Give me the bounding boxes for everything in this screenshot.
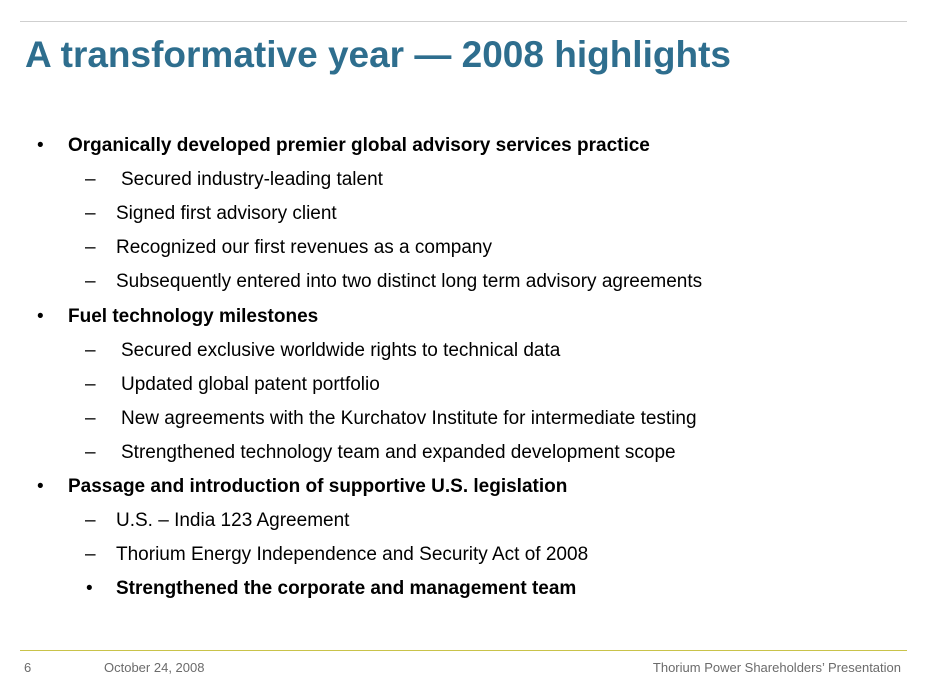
sub-bullet-item — [0, 334, 928, 368]
bullet-text: Subsequently entered into two distinct long term advisory agreements — [116, 271, 703, 293]
presentation-name: Thorium Power Shareholders’ Presentation — [652, 660, 901, 675]
bullet-dash: – — [85, 339, 96, 361]
bullet-text: Thorium Energy Independence and Security Act of 2008 — [116, 544, 589, 566]
slide-title: A transformative year — 2008 highlights — [25, 34, 731, 75]
bullet-text: Strengthened technology team and expanded development scope — [121, 441, 676, 463]
sub-bullet-item — [0, 538, 928, 572]
bullet-text: Secured industry-leading talent — [121, 169, 383, 191]
bullet-item — [0, 129, 928, 163]
bullet-dash: – — [85, 441, 96, 463]
bullet-dash: – — [85, 169, 96, 191]
bullet-text: Strengthened the corporate and management team — [116, 578, 577, 600]
bullet-text: Secured exclusive worldwide rights to technical data — [121, 339, 561, 361]
sub-bullet-item — [0, 368, 928, 402]
bullet-dash: – — [85, 544, 96, 566]
bullet-dot: • — [37, 305, 44, 327]
sub-bullet-item — [0, 265, 928, 299]
bullet-dot: • — [86, 578, 93, 600]
bullet-dash: – — [85, 407, 96, 429]
sub-bullet-item — [0, 163, 928, 197]
presentation-date: October 24, 2008 — [104, 660, 205, 675]
bullet-dash: – — [85, 237, 96, 259]
bullet-dot: • — [37, 135, 44, 156]
bullet-text: New agreements with the Kurchatov Institute for intermediate testing — [121, 407, 697, 429]
bullet-dash: – — [85, 271, 96, 293]
sub-bullet-item — [0, 402, 928, 436]
sub-bullet-item — [0, 504, 928, 538]
bullet-text: Passage and introduction of supportive U.S. legislation — [68, 476, 568, 497]
top-divider — [20, 21, 907, 22]
bullet-text: Recognized our first revenues as a company — [116, 237, 492, 259]
sub-bullet-item — [0, 231, 928, 265]
bullet-text: Signed first advisory client — [116, 203, 337, 225]
page-number: 6 — [24, 660, 32, 675]
bullet-item — [0, 300, 928, 334]
sub-bullet-item — [0, 436, 928, 470]
sub-bullet-item — [0, 572, 928, 606]
bullet-dash: – — [85, 510, 96, 532]
footer-divider — [20, 650, 907, 651]
bullet-text: U.S. – India 123 Agreement — [116, 510, 350, 532]
bullet-text: Fuel technology milestones — [68, 305, 319, 327]
bullet-dash: – — [85, 203, 96, 225]
bullet-dot: • — [37, 476, 44, 497]
bullet-text: Organically developed premier global advisory services practice — [68, 135, 650, 156]
bullet-item — [0, 470, 928, 504]
sub-bullet-item — [0, 197, 928, 231]
bullet-dash: – — [85, 373, 96, 395]
bullet-text: Updated global patent portfolio — [121, 373, 380, 395]
